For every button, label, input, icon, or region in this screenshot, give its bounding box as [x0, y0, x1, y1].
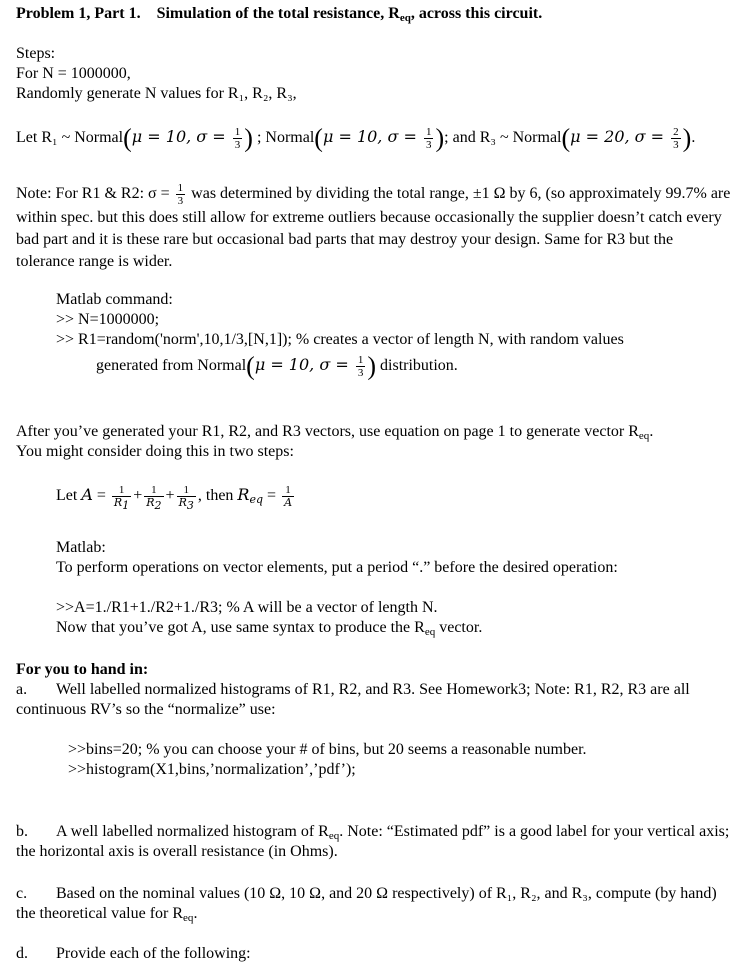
matlab-heading: Matlab: — [56, 539, 106, 556]
formula-frac-r3-den — [177, 496, 196, 512]
title-text: Simulation of the total resistance, R — [156, 5, 400, 22]
handin-c-sub: eq — [183, 912, 194, 924]
matlab-cmd-1: >> N=1000000; — [56, 311, 160, 328]
formula-frac-r3-num: 1 — [177, 484, 196, 497]
dist-frac-3-num: 2 — [673, 126, 679, 138]
matlab-cmd-3-params: μ = 10, σ = — [254, 355, 354, 375]
after-sub: eq — [638, 430, 650, 442]
dist-frac-3 — [671, 126, 681, 151]
matlab-cmd-3-frac — [356, 354, 366, 379]
formula-r2-sub: 2 — [154, 499, 162, 512]
note-frac-num: 1 — [177, 182, 184, 194]
matlab-cmd-3-num: 1 — [357, 354, 364, 366]
after-text-1: After you’ve generated your R1, R2, and R3 vectors, use equation on page 1 to generate vector R — [16, 423, 639, 440]
formula-frac-r1-num: 1 — [112, 484, 131, 497]
formula-frac-r2-den — [144, 496, 163, 512]
formula-frac-r1 — [112, 484, 131, 512]
handin-item-b — [16, 822, 733, 862]
formula-frac-A — [282, 484, 294, 509]
dist-frac-2-den: 3 — [425, 139, 432, 151]
formula-req-sub: eq — [249, 493, 264, 507]
problem-label: Problem 1, Part 1. — [16, 5, 141, 22]
formula-r1: R — [113, 496, 123, 509]
matlab-req-line — [56, 618, 733, 638]
handin-item-a — [16, 680, 733, 720]
formula-r2: R — [146, 496, 155, 509]
matlab-req-text: Now that you’ve got A, use same syntax to produce the R — [56, 619, 425, 636]
dist-frac-1 — [233, 126, 243, 151]
problem-title — [16, 4, 733, 24]
handin-a-cmd-1: >>bins=20; % you can choose your # of bins, but 20 seems a reasonable number. — [68, 741, 587, 758]
distribution-line: Let R₁ ~ Normal(μ = 10, σ = $\frac{1}{3}$ ) ; Normal(μ = 10, σ = $\frac{1}{3}$ ); and R₃ ~ Normal(μ = 20, σ = $\frac{2}{3}$ ). — [16, 123, 696, 153]
handin-heading: For you to hand in: — [16, 661, 149, 678]
matlab-cmd-3-a: generated from Normal — [96, 357, 247, 375]
dist-frac-2-num: 1 — [425, 126, 432, 138]
formula-plus-1: + — [133, 487, 143, 505]
handin-c-text-1: Based on the nominal values (10 Ω, 10 Ω, and 20 Ω respectively) of R₁, R₂, and R₃, compute (by hand) the theoretical value for R — [16, 885, 717, 922]
formula-frac-A-num: 1 — [282, 484, 294, 497]
handin-d-label: d. — [16, 945, 28, 962]
after-text-1-end: . — [649, 423, 654, 440]
steps-line-1: For N = 1000000, — [16, 65, 131, 82]
formula-frac-r3 — [177, 484, 196, 512]
matlab-period-text: To perform operations on vector elements, put a period “.” before the desired operation: — [56, 559, 618, 576]
formula-frac-A-den: A — [284, 496, 293, 509]
handin-item-d — [16, 944, 733, 964]
dist-let: Let R₁ ~ Normal — [16, 129, 124, 147]
matlab-req-sub: eq — [424, 626, 436, 638]
dist-frac-2 — [424, 126, 434, 151]
note-prefix: Note: For R1 & R2: σ = — [16, 185, 174, 203]
handin-c-label: c. — [16, 885, 28, 902]
dist-params-3: μ = 20, σ = — [570, 127, 670, 147]
note-frac — [176, 182, 186, 207]
matlab-command-heading: Matlab command: — [56, 291, 173, 308]
dist-frac-3-den: 3 — [673, 139, 679, 151]
formula-A: A — [81, 485, 93, 505]
handin-a-cmd-2: >>histogram(X1,bins,’normalization’,’pdf’); — [68, 761, 356, 778]
formula-req: R — [237, 485, 250, 505]
formula-plus-2: + — [165, 487, 175, 505]
title-sub: eq — [399, 12, 411, 24]
handin-b-text-2: . Note: “Estimated pdf” is a good label for your vertical axis; the horizontal axis is overall resistance (in Ohms). — [16, 823, 730, 860]
formula-comma: , — [197, 487, 202, 505]
after-line-2: You might consider doing this in two steps: — [16, 443, 294, 460]
steps-heading: Steps: — [16, 45, 56, 62]
formula-eq-2: = — [263, 487, 281, 505]
note-text: was determined by dividing the total range, ±1 Ω by 6, (so approximately 99.7% are within spec. but this does still allow for extreme outliers because occasionally the supplier doesn’t catch every bad part and it is these rare but occasional bad parts that may destroy your design. Same for R3 but the tolerance range is wider. — [16, 185, 731, 270]
dist-params-2: μ = 10, σ = — [322, 127, 422, 147]
dist-sep-2: ; and R₃ ~ Normal — [444, 129, 562, 147]
formula-r3-sub: 3 — [186, 499, 194, 512]
dist-end: . — [691, 129, 696, 147]
formula-frac-r2 — [144, 484, 163, 512]
steps-line-2: Randomly generate N values for R₁, R₂, R₃, — [16, 85, 297, 102]
handin-b-label: b. — [16, 823, 28, 840]
handin-c-text-2: . — [193, 905, 198, 922]
matlab-cmd-3: generated from Normal(μ = 10, σ = $\frac{1}{3}$ ) distribution. — [96, 351, 458, 381]
handin-a-text: Well labelled normalized histograms of R1, R2, and R3. See Homework3; Note: R1, R2, R3 are all continuous RV’s so the “normalize” use: — [16, 681, 690, 718]
matlab-cmd-2: >> R1=random('norm',10,1/3,[N,1]); % creates a vector of length N, with random values — [56, 331, 624, 348]
after-line-1 — [16, 422, 733, 442]
matlab-A-cmd: >>A=1./R1+1./R2+1./R3; % A will be a vector of length N. — [56, 599, 438, 616]
dist-frac-1-den: 3 — [234, 139, 241, 151]
formula-then: then — [201, 487, 238, 505]
note-frac-den: 3 — [177, 195, 184, 207]
handin-a-label: a. — [16, 681, 28, 698]
formula-let: Let — [56, 487, 82, 505]
formula-eq: = — [92, 487, 110, 505]
title-suffix: , across this circuit. — [410, 5, 543, 22]
formula-line — [56, 484, 733, 512]
handin-b-sub: eq — [328, 830, 340, 842]
handin-b-text-1: A well labelled normalized histogram of R — [56, 823, 329, 840]
handin-item-c — [16, 884, 733, 924]
dist-frac-1-num: 1 — [234, 126, 241, 138]
matlab-cmd-3-den: 3 — [357, 367, 364, 379]
note-paragraph — [16, 182, 733, 273]
formula-r3: R — [178, 496, 187, 509]
matlab-req-end: vector. — [435, 619, 483, 636]
formula-r1-sub: 1 — [122, 499, 130, 512]
dist-params-1: μ = 10, σ = — [131, 127, 231, 147]
dist-sep-1: ; Normal — [252, 129, 315, 147]
formula-frac-r1-den — [112, 496, 131, 512]
formula-frac-r2-num: 1 — [144, 484, 163, 497]
matlab-cmd-3-b: distribution. — [376, 357, 458, 375]
handin-d-text: Provide each of the following: — [56, 945, 251, 962]
